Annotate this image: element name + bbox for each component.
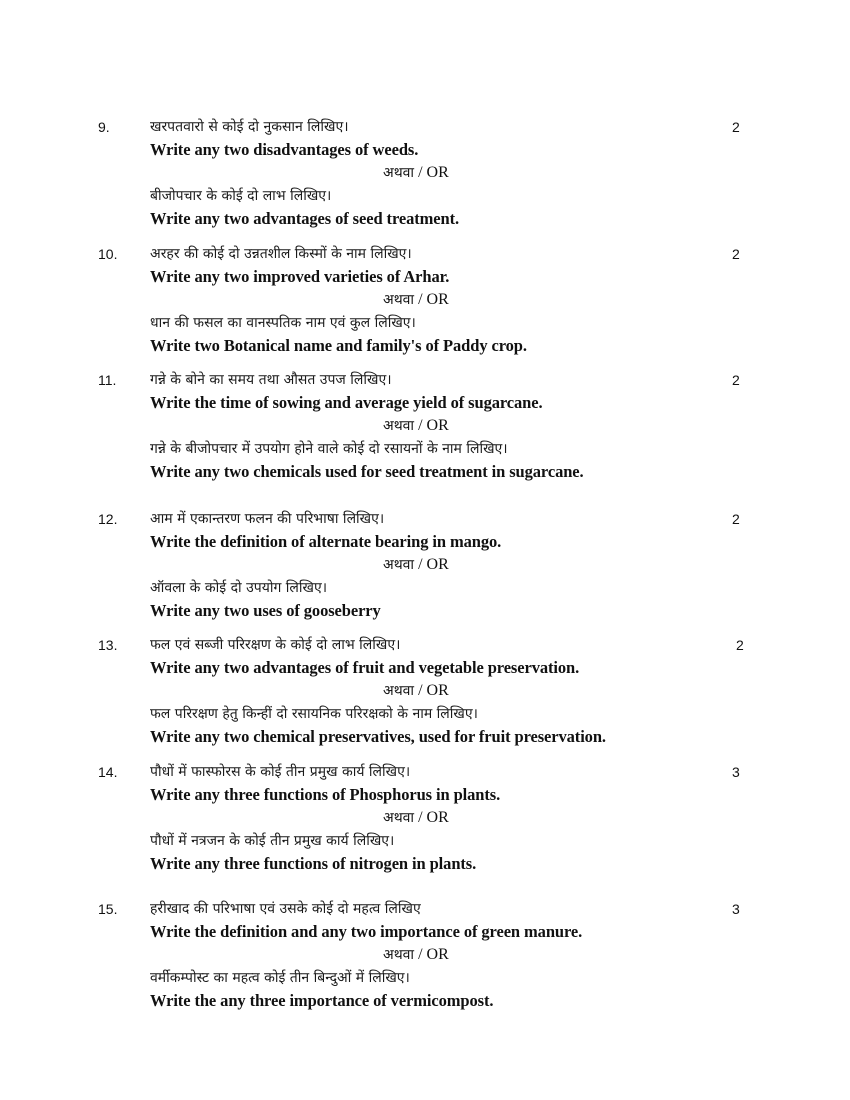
- or-separator: [383, 163, 449, 183]
- alternate-question-english: Write any two chemical preservatives, used for fruit preservation.: [150, 727, 606, 746]
- question-english: Write the definition and any two importance of green manure.: [150, 922, 583, 941]
- alternate-question-hindi: फल परिरक्षण हेतु किन्हीं दो रसायनिक परिरक्षको के नाम लिखिए।: [150, 706, 478, 722]
- alternate-question-english: Write the any three importance of vermicompost.: [150, 991, 494, 1010]
- alternate-question-hindi: वर्मीकम्पोस्ट का महत्व कोई तीन बिन्दुओं में लिखिए।: [150, 970, 410, 986]
- or-separator: [383, 555, 449, 575]
- question-number: 13.: [98, 637, 118, 653]
- or-label-english: OR: [426, 682, 449, 699]
- question-number: 12.: [98, 511, 118, 527]
- or-label-english: OR: [426, 291, 449, 308]
- or-label-english: OR: [426, 809, 449, 826]
- or-label-english: OR: [426, 946, 449, 963]
- question-english: Write any two advantages of fruit and vegetable preservation.: [150, 658, 580, 677]
- or-slash: /: [414, 556, 427, 573]
- alternate-question-hindi: पौधों में नत्रजन के कोई तीन प्रमुख कार्य लिखिए।: [150, 833, 395, 849]
- question-marks: 2: [732, 511, 740, 527]
- or-separator: [383, 808, 449, 828]
- or-label-hindi: अथवा: [383, 165, 415, 181]
- question-hindi: खरपतवारो से कोई दो नुकसान लिखिए।: [150, 119, 349, 135]
- or-separator: [383, 681, 449, 701]
- alternate-question-hindi: गन्ने के बीजोपचार में उपयोग होने वाले कोई दो रसायनों के नाम लिखिए।: [150, 441, 508, 457]
- or-label-english: OR: [426, 164, 449, 181]
- question-hindi: आम में एकान्तरण फलन की परिभाषा लिखिए।: [150, 511, 385, 527]
- question-marks: 2: [732, 119, 740, 135]
- question-hindi: गन्ने के बोने का समय तथा औसत उपज लिखिए।: [150, 372, 392, 388]
- question-number: 9.: [98, 119, 110, 135]
- or-label-hindi: अथवा: [383, 683, 415, 699]
- question-marks: 3: [732, 901, 740, 917]
- alternate-question-english: Write two Botanical name and family's of Paddy crop.: [150, 336, 527, 355]
- question-hindi: अरहर की कोई दो उन्नतशील किस्मों के नाम लिखिए।: [150, 246, 412, 262]
- question-marks: 3: [732, 764, 740, 780]
- alternate-question-hindi: बीजोपचार के कोई दो लाभ लिखिए।: [150, 188, 332, 204]
- question-hindi: पौधों में फास्फोरस के कोई तीन प्रमुख कार्य लिखिए।: [150, 764, 411, 780]
- or-label-hindi: अथवा: [383, 810, 415, 826]
- alternate-question-hindi: ऑवला के कोई दो उपयोग लिखिए।: [150, 580, 328, 596]
- or-label-hindi: अथवा: [383, 292, 415, 308]
- alternate-question-english: Write any two uses of gooseberry: [150, 601, 381, 620]
- or-slash: /: [414, 417, 427, 434]
- alternate-question-english: Write any two chemicals used for seed treatment in sugarcane.: [150, 462, 584, 481]
- question-english: Write the time of sowing and average yield of sugarcane.: [150, 393, 543, 412]
- or-separator: [383, 416, 449, 436]
- alternate-question-hindi: धान की फसल का वानस्पतिक नाम एवं कुल लिखिए।: [150, 315, 416, 331]
- or-slash: /: [414, 164, 427, 181]
- question-marks: 2: [732, 372, 740, 388]
- question-hindi: हरीखाद की परिभाषा एवं उसके कोई दो महत्व लिखिए: [150, 901, 421, 917]
- or-separator: [383, 945, 449, 965]
- or-label-english: OR: [426, 556, 449, 573]
- question-english: Write any two improved varieties of Arhar.: [150, 267, 450, 286]
- alternate-question-english: Write any three functions of nitrogen in plants.: [150, 854, 477, 873]
- question-english: Write any three functions of Phosphorus in plants.: [150, 785, 501, 804]
- or-slash: /: [414, 682, 427, 699]
- question-hindi: फल एवं सब्जी परिरक्षण के कोई दो लाभ लिखिए।: [150, 637, 401, 653]
- question-english: Write the definition of alternate bearing in mango.: [150, 532, 502, 551]
- or-separator: [383, 290, 449, 310]
- question-marks: 2: [732, 246, 740, 262]
- or-slash: /: [414, 809, 427, 826]
- or-slash: /: [414, 946, 427, 963]
- question-marks: 2: [736, 637, 744, 653]
- question-number: 11.: [98, 372, 117, 388]
- or-label-hindi: अथवा: [383, 418, 415, 434]
- or-label-hindi: अथवा: [383, 947, 415, 963]
- or-label-hindi: अथवा: [383, 557, 415, 573]
- or-label-english: OR: [426, 417, 449, 434]
- question-number: 10.: [98, 246, 118, 262]
- or-slash: /: [414, 291, 427, 308]
- question-number: 15.: [98, 901, 118, 917]
- question-number: 14.: [98, 764, 118, 780]
- alternate-question-english: Write any two advantages of seed treatment.: [150, 209, 459, 228]
- question-english: Write any two disadvantages of weeds.: [150, 140, 419, 159]
